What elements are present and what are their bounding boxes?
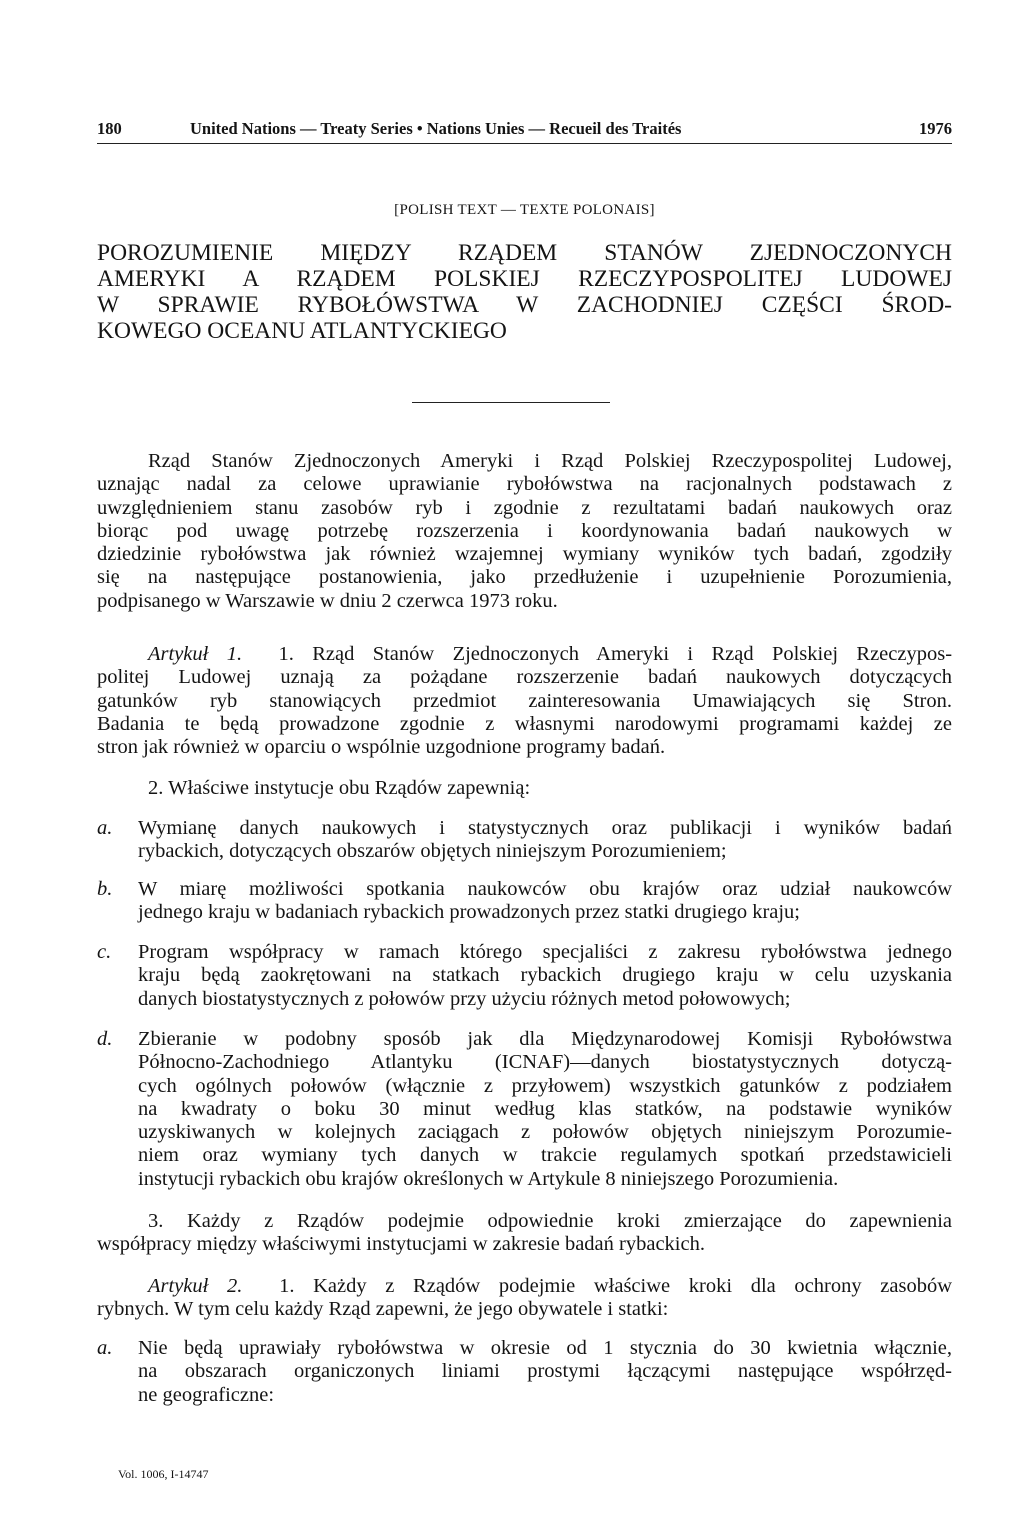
article-2-first-line — [97, 1275, 952, 1298]
article-1-heading: Artykuł 1. — [148, 643, 243, 665]
list-item-line: ne geograficzne: — [138, 1383, 275, 1406]
list-item-line: W miarę możliwości spotkania naukowców obu krajów oraz udział naukowców — [138, 878, 952, 900]
title-line: POROZUMIENIE MIĘDZY RZĄDEM STANÓW ZJEDNOCZONYCH — [97, 240, 952, 266]
list-item-body — [138, 1337, 952, 1407]
paragraph-line: rybnych. W tym celu każdy Rząd zapewni, że jego obywatele i statki: — [97, 1298, 669, 1321]
title-line: AMERYKI A RZĄDEM POLSKIEJ RZECZYPOSPOLITEJ LUDOWEJ — [97, 266, 952, 292]
paragraph-line: 2. Właściwe instytucje obu Rządów zapewnią: — [148, 777, 531, 799]
list-item-label: c. — [97, 941, 112, 963]
list-item-label: a. — [97, 817, 113, 839]
list-item — [97, 1337, 952, 1407]
list-item-label: b. — [97, 878, 113, 900]
title-line: KOWEGO OCEANU ATLANTYCKIEGO — [97, 318, 507, 344]
list-item-line: niem oraz wymiany tych danych w trakcie regulamych spotkań przedstawicieli — [138, 1144, 952, 1167]
title-line: W SPRAWIE RYBOŁÓWSTWA W ZACHODNIEJ CZĘŚCI ŚROD- — [97, 292, 952, 318]
preamble-line: dziedzinie rybołówstwa jak również wzajemnej wymiany wyników tych badań, zgodziły — [97, 543, 952, 566]
article-2-paragraph-1 — [97, 1275, 952, 1322]
list-item — [97, 817, 952, 864]
running-title: United Nations — Treaty Series • Nations Unies — Recueil des Traités — [190, 119, 682, 138]
list-item-line: uzyskiwanych w kolejnych zaciągach z połowów objętych niniejszym Porozumie- — [138, 1121, 952, 1144]
volume-reference: Vol. 1006, I-14747 — [118, 1467, 209, 1481]
paragraph-line: Rząd Stanów Zjednoczonych Ameryki i Rząd Polskiej Rzeczypos- — [312, 643, 953, 665]
language-note: [POLISH TEXT — TEXTE POLONAIS] — [394, 202, 655, 218]
list-item-line: instytucji rybackich obu krajów określonych w Artykule 8 niniejszego Porozumienia. — [138, 1167, 839, 1190]
list-item-body — [138, 941, 952, 1011]
list-item-line: danych biostatystycznych z połowów przy użyciu różnych metod połowowych; — [138, 987, 791, 1010]
agreement-title — [97, 240, 952, 344]
paragraph-number: 1. — [279, 1275, 295, 1297]
preamble-line: Rząd Stanów Zjednoczonych Ameryki i Rząd Polskiej Rzeczypospolitej Ludowej, — [148, 450, 952, 472]
page-number: 180 — [97, 119, 122, 138]
list-item — [97, 941, 952, 1011]
title-separator-rule — [412, 402, 610, 403]
paragraph-line: współpracy między właściwymi instytucjami w zakresie badań rybackich. — [97, 1233, 705, 1256]
list-item-body — [138, 1028, 952, 1191]
list-item-line: kraju będą zaokrętowani na statkach rybackich drugiego kraju w celu uzyskania — [138, 964, 952, 987]
paragraph-line: 3. Każdy z Rządów podejmie odpowiednie kroki zmierzające do zapewnienia — [148, 1210, 952, 1232]
list-item-line: jednego kraju w badaniach rybackich prowadzonych przez statki drugiego kraju; — [138, 901, 801, 924]
list-item-body — [138, 878, 952, 925]
list-item-line: na kwadraty o boku 30 minut według klas statków, na podstawie wyników — [138, 1097, 952, 1120]
list-item-line: Program współpracy w ramach którego specjaliści z zakresu rybołówstwa jednego — [138, 941, 952, 963]
list-item-label: a. — [97, 1337, 113, 1359]
preamble-line: biorąc pod uwagę potrzebę rozszerzenia i koordynowania badań naukowych w — [97, 519, 952, 542]
header-year: 1976 — [919, 119, 952, 138]
list-item-line: Wymianę danych naukowych i statystycznych oraz publikacji i wyników badań — [138, 817, 952, 839]
list-item-line: na obszarach organiczonych liniami prostymi łączącymi następujące współrzęd- — [138, 1360, 952, 1383]
article-2-heading: Artykuł 2. — [148, 1275, 243, 1297]
preamble-line: podpisanego w Warszawie w dniu 2 czerwca 1973 roku. — [97, 589, 558, 612]
preamble-paragraph — [97, 450, 952, 613]
article-1-first-line — [97, 643, 952, 666]
paragraph-line: stron jak również w oparciu o wspólnie uzgodnione programy badań. — [97, 736, 666, 759]
list-item-label: d. — [97, 1028, 113, 1050]
list-item-line: cych ogólnych połowów (włącznie z przyłowem) wszystkich gatunków z podziałem — [138, 1074, 952, 1097]
article-1-paragraph-1 — [97, 643, 952, 759]
paragraph-line: gatunków ryb stanowiących przedmiot zainteresowania Umawiających się Stron. — [97, 689, 952, 712]
paragraph-line: Każdy z Rządów podejmie właściwe kroki dla ochrony zasobów — [313, 1275, 953, 1297]
article-1-paragraph-2 — [97, 777, 952, 800]
list-item — [97, 878, 952, 925]
header-rule — [97, 143, 952, 144]
list-item-line: Północno-Zachodniego Atlantyku (ICNAF)—danych biostatystycznych dotyczą- — [138, 1051, 952, 1074]
preamble-line: się na następujące postanowienia, jako przedłużenie i uzupełnienie Porozumienia, — [97, 566, 952, 589]
preamble-line: uznając nadal za celowe uprawianie rybołówstwa na racjonalnych podstawach z — [97, 473, 952, 496]
list-item — [97, 1028, 952, 1191]
preamble-line: uwzględnieniem stanu zasobów ryb i zgodnie z rezultatami badań naukowych oraz — [97, 496, 952, 519]
list-item-line: Nie będą uprawiały rybołówstwa w okresie od 1 stycznia do 30 kwietnia włącznie, — [138, 1337, 952, 1359]
paragraph-line: Badania te będą prowadzone zgodnie z własnymi narodowymi programami każdej ze — [97, 712, 952, 735]
list-item-line: rybackich, dotyczących obszarów objętych niniejszym Porozumieniem; — [138, 840, 727, 863]
article-1-paragraph-3 — [97, 1210, 952, 1257]
list-item-line: Zbieranie w podobny sposób jak dla Międzynarodowej Komisji Rybołówstwa — [138, 1028, 952, 1050]
list-item-body — [138, 817, 952, 864]
paragraph-line: politej Ludowej uznają za pożądane rozszerzenie badań naukowych dotyczących — [97, 666, 952, 689]
paragraph-number: 1. — [278, 643, 294, 665]
